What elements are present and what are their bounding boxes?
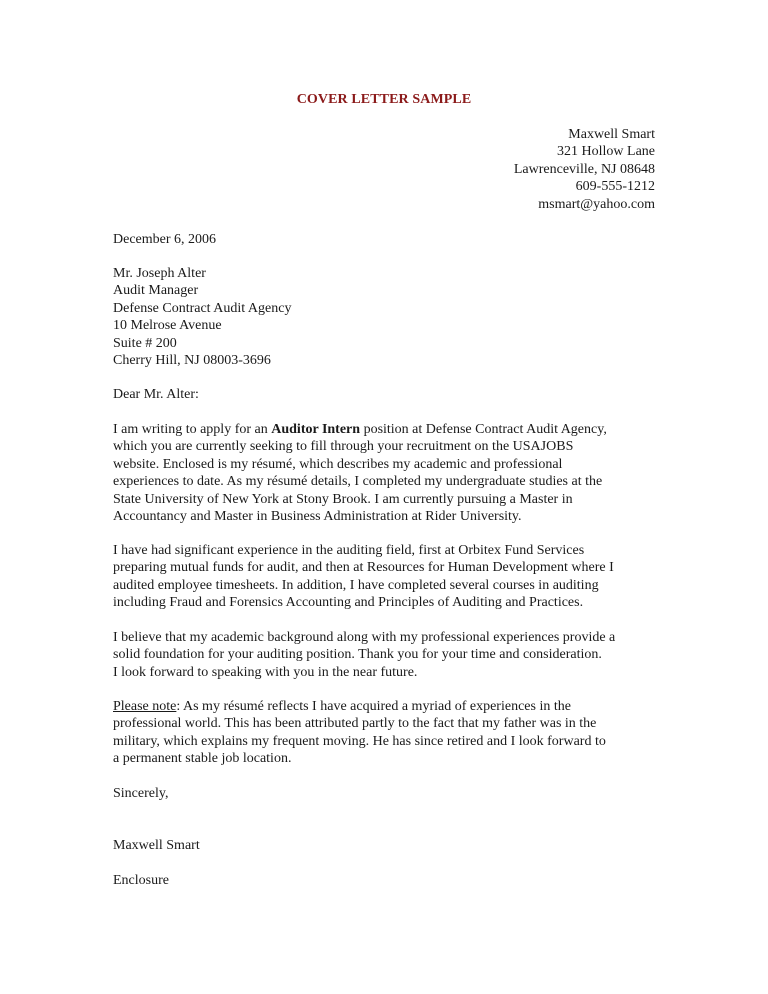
sender-address-block [514, 126, 655, 213]
text-run: position at Defense Contract Audit Agency, [360, 422, 607, 437]
paragraph-introduction [113, 421, 663, 525]
recipient-name: Mr. Joseph Alter [113, 266, 206, 281]
paragraph-line: preparing mutual funds for audit, and then at Resources for Human Development where I [113, 560, 614, 576]
paragraph-line: website. Enclosed is my résumé, which describes my academic and professional [113, 456, 563, 472]
paragraph-line: I look forward to speaking with you in the near future. [113, 664, 418, 680]
paragraph-line: I believe that my academic background along with my professional experiences provide a [113, 630, 616, 645]
sender-email: msmart@yahoo.com [538, 196, 655, 212]
sender-phone: 609-555-1212 [575, 179, 655, 195]
enclosure-note: Enclosure [113, 873, 169, 888]
recipient-city: Cherry Hill, NJ 08003-3696 [113, 353, 271, 369]
paragraph-line: including Fraud and Forensics Accounting and Principles of Auditing and Practices. [113, 595, 584, 611]
paragraph-line: State University of New York at Stony Brook. I am currently pursuing a Master in [113, 491, 573, 507]
salutation: Dear Mr. Alter: [113, 387, 199, 402]
paragraph-line: professional world. This has been attributed partly to the fact that my father was in the [113, 716, 597, 732]
sender-name: Maxwell Smart [568, 127, 655, 142]
paragraph-conclusion [113, 629, 663, 681]
paragraph-line: I have had significant experience in the auditing field, first at Orbitex Fund Services [113, 543, 585, 558]
recipient-address-block [113, 265, 663, 369]
paragraph-line: military, which explains my frequent moving. He has since retired and I look forward to [113, 733, 606, 749]
paragraph-line: a permanent stable job location. [113, 751, 292, 767]
recipient-company: Defense Contract Audit Agency [113, 300, 292, 316]
paragraph-line: which you are currently seeking to fill through your recruitment on the USAJOBS [113, 439, 574, 455]
recipient-street: 10 Melrose Avenue [113, 318, 222, 334]
text-run: : As my résumé reflects I have acquired a myriad of experiences in the [176, 699, 571, 714]
sender-street: 321 Hollow Lane [557, 144, 655, 160]
paragraph-line: experiences to date. As my résumé details, I completed my undergraduate studies at the [113, 474, 603, 490]
paragraph-line: audited employee timesheets. In addition, I have completed several courses in auditing [113, 577, 599, 593]
paragraph-line [113, 698, 663, 715]
recipient-suite: Suite # 200 [113, 335, 177, 351]
paragraph-line: solid foundation for your auditing position. Thank you for your time and consideration. [113, 647, 602, 663]
page-title: COVER LETTER SAMPLE [296, 92, 472, 107]
signature-name: Maxwell Smart [113, 838, 200, 853]
paragraph-line: Accountancy and Master in Business Administration at Rider University. [113, 509, 522, 525]
text-run: I am writing to apply for an [113, 422, 272, 437]
note-label: Please note [113, 699, 177, 714]
sender-city: Lawrenceville, NJ 08648 [513, 161, 655, 177]
paragraph-line [113, 421, 663, 438]
letter-date: December 6, 2006 [113, 232, 217, 247]
position-title: Auditor Intern [271, 422, 361, 437]
paragraph-experience [113, 542, 663, 612]
paragraph-note [113, 698, 663, 768]
recipient-title: Audit Manager [113, 283, 199, 299]
closing: Sincerely, [113, 786, 169, 801]
